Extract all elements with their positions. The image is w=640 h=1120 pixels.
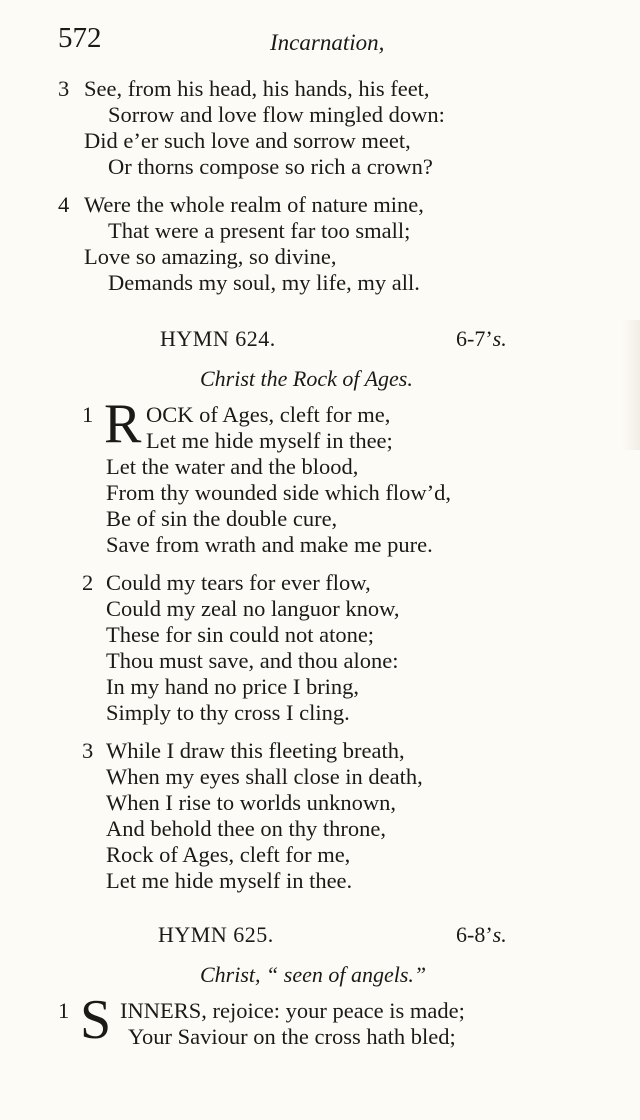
verse-number: 3 bbox=[82, 738, 94, 763]
verse-line: These for sin could not atone; bbox=[106, 622, 375, 647]
hymn-meter: 6-7’s. bbox=[456, 326, 507, 351]
verse-line: When I rise to worlds unknown, bbox=[106, 790, 396, 815]
verse-number: 4 bbox=[58, 192, 70, 217]
verse-line: Love so amazing, so divine, bbox=[84, 244, 337, 269]
verse-line: While I draw this fleeting breath, bbox=[106, 738, 405, 763]
verse-number: 1 bbox=[58, 998, 70, 1023]
hymn-heading: HYMN 625. bbox=[158, 922, 274, 947]
verse-line: Did e’er such love and sorrow meet, bbox=[84, 128, 411, 153]
verse-line: Thou must save, and thou alone: bbox=[106, 648, 399, 673]
verse-line: Your Saviour on the cross hath bled; bbox=[128, 1024, 456, 1049]
verse-line: Let the water and the blood, bbox=[106, 454, 359, 479]
verse-line: Were the whole realm of nature mine, bbox=[84, 192, 424, 217]
verse-line: Rock of Ages, cleft for me, bbox=[106, 842, 351, 867]
verse-line: That were a present far too small; bbox=[108, 218, 411, 243]
hymn-subtitle: Christ the Rock of Ages. bbox=[200, 366, 413, 391]
drop-cap: S bbox=[80, 989, 112, 1051]
verse-line: Demands my soul, my life, my all. bbox=[108, 270, 420, 295]
verse-number: 3 bbox=[58, 76, 70, 101]
verse-number: 2 bbox=[82, 570, 94, 595]
verse-line: Or thorns compose so rich a crown? bbox=[108, 154, 433, 179]
running-title: Incarnation, bbox=[270, 30, 385, 55]
verse-line: In my hand no price I bring, bbox=[106, 674, 360, 699]
hymn-subtitle: Christ, “ seen of angels.” bbox=[200, 962, 427, 987]
page-edge-shadow bbox=[622, 320, 640, 450]
verse-line: Sorrow and love flow mingled down: bbox=[108, 102, 445, 127]
verse-line: When my eyes shall close in death, bbox=[106, 764, 423, 789]
verse-line: Could my tears for ever flow, bbox=[106, 570, 371, 595]
page-number: 572 bbox=[58, 22, 102, 54]
verse-line: Simply to thy cross I cling. bbox=[106, 700, 350, 725]
verse-number: 1 bbox=[82, 402, 94, 427]
verse-line: Let me hide myself in thee. bbox=[106, 868, 353, 893]
verse-line: Save from wrath and make me pure. bbox=[106, 532, 433, 557]
verse-line: Be of sin the double cure, bbox=[106, 506, 338, 531]
drop-cap: R bbox=[104, 393, 142, 455]
verse-line: From thy wounded side which flow’d, bbox=[106, 480, 451, 505]
verse-line: INNERS, rejoice: your peace is made; bbox=[120, 998, 465, 1023]
hymn-heading: HYMN 624. bbox=[160, 326, 276, 351]
verse-line: OCK of Ages, cleft for me, bbox=[146, 402, 391, 427]
verse-line: And behold thee on thy throne, bbox=[106, 816, 386, 841]
verse-line: Let me hide myself in thee; bbox=[146, 428, 393, 453]
verse-line: Could my zeal no languor know, bbox=[106, 596, 400, 621]
verse-line: See, from his head, his hands, his feet, bbox=[84, 76, 430, 101]
hymn-meter: 6-8’s. bbox=[456, 922, 507, 947]
